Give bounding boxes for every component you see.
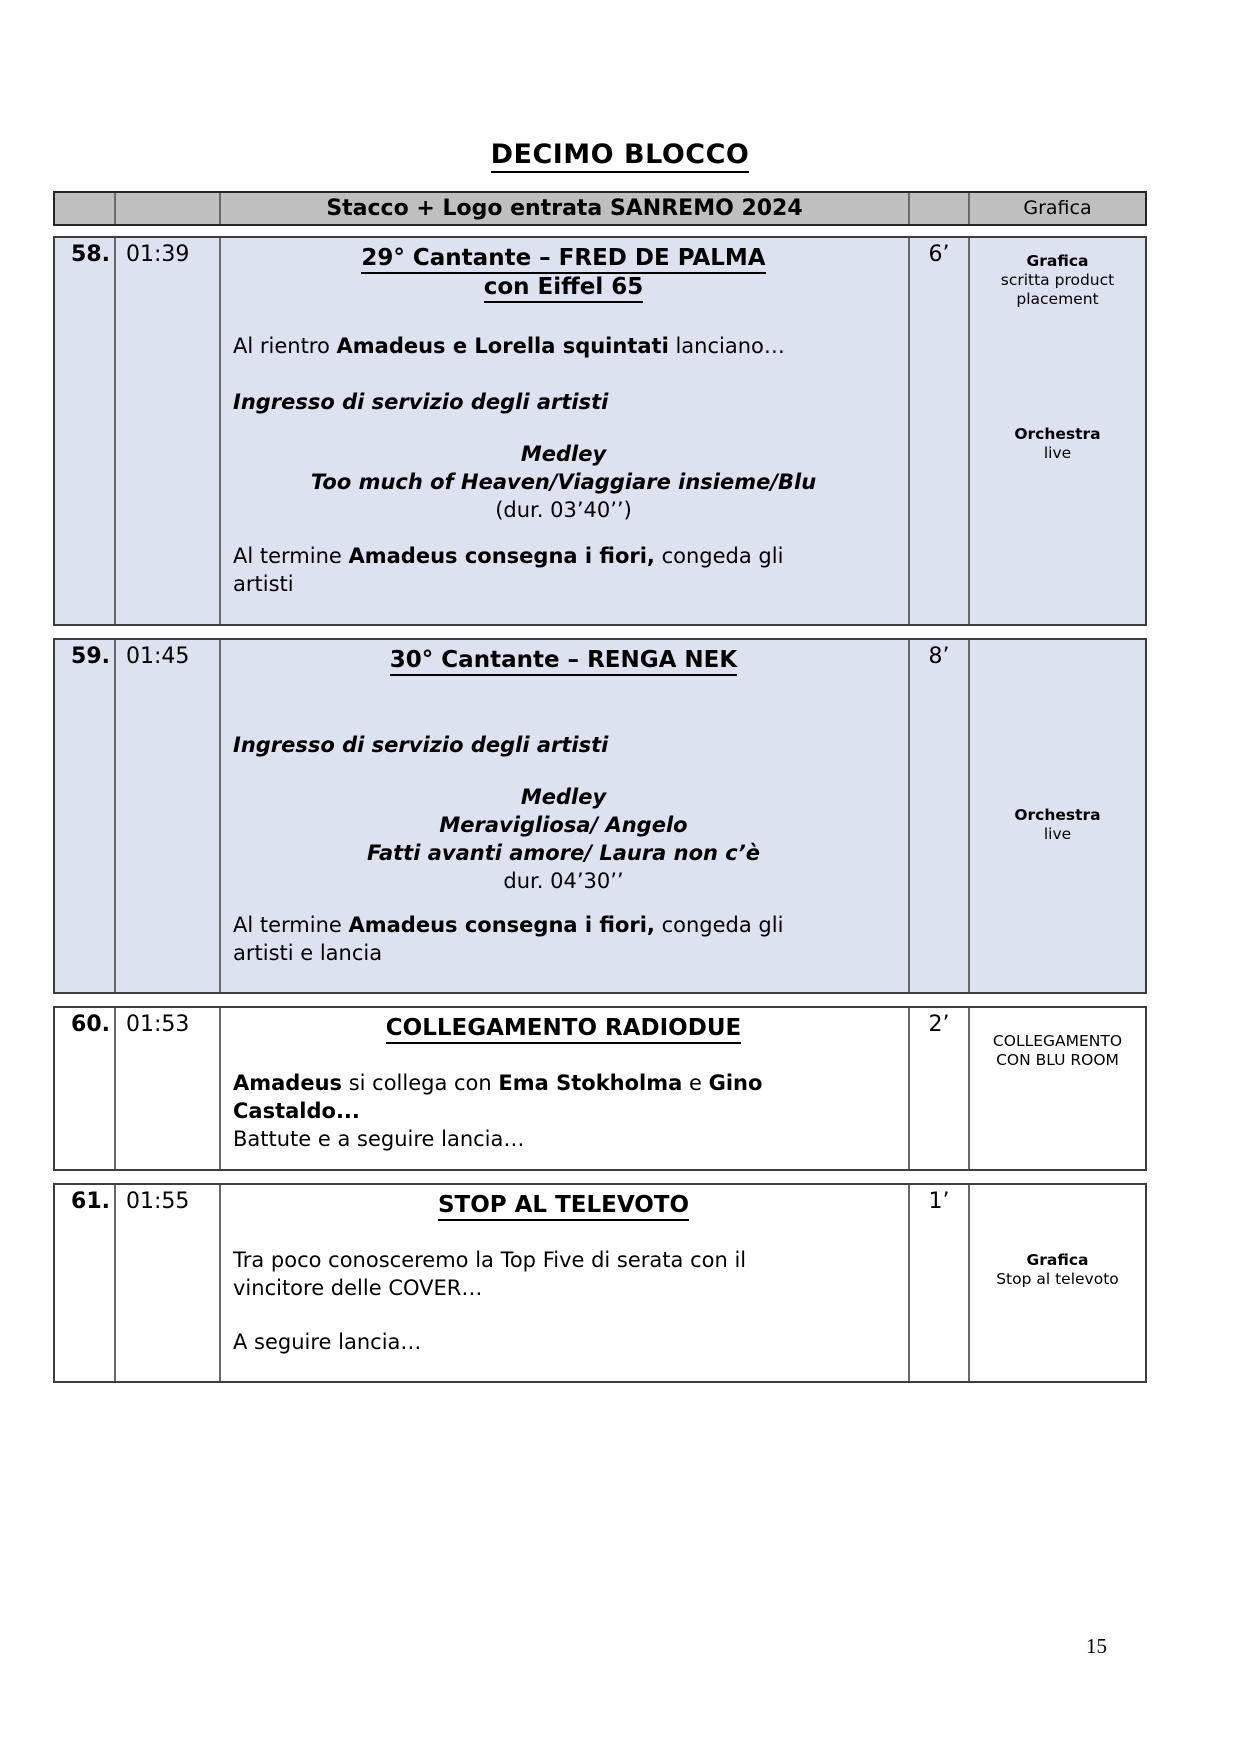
text-span: con Eiffel 65 (484, 274, 644, 303)
text-span: (dur. 03’40’’) (495, 498, 632, 522)
text-line (233, 646, 894, 675)
paragraph (233, 1014, 894, 1043)
page-number: 15 (1086, 1634, 1107, 1658)
text-line (233, 542, 894, 570)
text-span: CON BLU ROOM (996, 1051, 1119, 1069)
text-line (233, 1097, 894, 1125)
paragraph (233, 244, 894, 302)
text-span: scritta product (1000, 271, 1115, 289)
paragraph (233, 1191, 894, 1220)
text-span: Ingresso di servizio degli artisti (233, 390, 609, 414)
paragraph (233, 332, 894, 360)
time-cell: 01:39 (116, 238, 221, 624)
text-line (233, 332, 894, 360)
text-span: Amadeus consegna i fiori, (348, 544, 655, 568)
text-span: Meravigliosa/ Angelo (439, 813, 688, 837)
side-notes-cell (970, 640, 1145, 992)
text-line (976, 252, 1139, 271)
header-main-label: Stacco + Logo entrata SANREMO 2024 (221, 193, 910, 224)
row-number-cell: 60. (55, 1008, 116, 1169)
text-line (233, 839, 894, 867)
text-line (233, 468, 894, 496)
text-line (233, 939, 894, 967)
time-cell: 01:55 (116, 1185, 221, 1381)
text-line (233, 388, 894, 416)
text-line (233, 867, 894, 895)
text-span: vincitore delle COVER… (233, 1276, 483, 1300)
text-span: STOP AL TELEVOTO (438, 1192, 689, 1221)
text-span: Ingresso di servizio degli artisti (233, 733, 609, 757)
text-line (233, 783, 894, 811)
paragraph (976, 252, 1139, 309)
text-span: si collega con (342, 1071, 499, 1095)
table-row-61 (53, 1183, 1147, 1383)
text-span: Stop al televoto (996, 1270, 1119, 1288)
text-span: Battute e a seguire lancia… (233, 1127, 525, 1151)
paragraph (233, 646, 894, 675)
text-span: Amadeus consegna i fiori, (348, 913, 655, 937)
text-line (976, 1270, 1139, 1289)
text-span: Amadeus e Lorella squintati (336, 334, 669, 358)
paragraph (233, 542, 894, 598)
text-span: artisti (233, 572, 294, 596)
table-row-60 (53, 1006, 1147, 1171)
text-line (976, 1032, 1139, 1051)
text-line (233, 496, 894, 524)
text-line (976, 825, 1139, 844)
text-span: Grafica (1026, 1251, 1089, 1269)
text-span: Amadeus (233, 1071, 343, 1095)
paragraph (976, 1251, 1139, 1289)
text-line (976, 806, 1139, 825)
text-span: Ema Stokholma (498, 1071, 683, 1095)
text-span: Medley (520, 785, 607, 809)
header-cell-duration (910, 193, 970, 224)
paragraph (233, 440, 894, 524)
text-span: Orchestra (1014, 806, 1101, 824)
text-line (976, 1051, 1139, 1070)
paragraph (233, 1069, 894, 1153)
text-line (233, 1069, 894, 1097)
text-line (233, 1328, 894, 1356)
page-title-text: DECIMO BLOCCO (491, 139, 750, 173)
text-line (976, 444, 1139, 463)
row-number-cell: 58. (55, 238, 116, 624)
text-span: COLLEGAMENTO (992, 1032, 1123, 1050)
text-span: congeda gli (654, 544, 784, 568)
text-line (233, 244, 894, 273)
text-span: Orchestra (1014, 425, 1101, 443)
table-row-59 (53, 638, 1147, 994)
text-span: congeda gli (654, 913, 784, 937)
text-line (976, 271, 1139, 290)
paragraph (233, 911, 894, 967)
text-line (233, 1246, 894, 1274)
text-line (976, 290, 1139, 309)
text-line (233, 1014, 894, 1043)
text-span: Fatti avanti amore/ Laura non c’è (367, 841, 760, 865)
text-line (233, 1191, 894, 1220)
header-cell-number (55, 193, 116, 224)
text-span: Too much of Heaven/Viaggiare insieme/Blu (310, 470, 817, 494)
text-span: COLLEGAMENTO RADIODUE (386, 1015, 741, 1044)
header-grafica-label: Grafica (1023, 197, 1092, 219)
page-title (0, 0, 1240, 172)
text-span: Medley (520, 442, 607, 466)
duration-cell: 2’ (910, 1008, 970, 1169)
content-cell (221, 640, 910, 992)
table-row-58 (53, 236, 1147, 626)
text-span: A seguire lancia… (233, 1330, 422, 1354)
paragraph (976, 1032, 1139, 1070)
content-cell (221, 238, 910, 624)
time-cell: 01:45 (116, 640, 221, 992)
side-notes-cell (970, 1185, 1145, 1381)
text-span: 30° Cantante – RENGA NEK (390, 647, 737, 676)
text-span: dur. 04’30’’ (503, 869, 624, 893)
text-line (233, 731, 894, 759)
text-span: Al termine (233, 913, 349, 937)
text-span: Al rientro (233, 334, 337, 358)
duration-cell: 6’ (910, 238, 970, 624)
text-span: Grafica (1026, 252, 1089, 270)
text-line (233, 440, 894, 468)
text-span: Gino (708, 1071, 763, 1095)
paragraph (233, 1246, 894, 1302)
text-line (233, 1125, 894, 1153)
paragraph (233, 731, 894, 759)
content-cell (221, 1008, 910, 1169)
text-span: Castaldo... (233, 1099, 360, 1123)
text-span: lanciano… (668, 334, 785, 358)
header-cell-time (116, 193, 221, 224)
text-span: e (682, 1071, 709, 1095)
text-line (233, 1274, 894, 1302)
paragraph (233, 783, 894, 895)
duration-cell: 1’ (910, 1185, 970, 1381)
duration-cell: 8’ (910, 640, 970, 992)
time-cell: 01:53 (116, 1008, 221, 1169)
text-span: Tra poco conosceremo la Top Five di serata con il (233, 1248, 747, 1272)
text-span: placement (1016, 290, 1099, 308)
text-span: artisti e lancia (233, 941, 383, 965)
text-span: live (1043, 444, 1072, 462)
side-notes-cell (970, 238, 1145, 624)
text-line (233, 273, 894, 302)
paragraph (976, 425, 1139, 463)
text-line (233, 811, 894, 839)
text-span: 29° Cantante – FRED DE PALMA (361, 245, 765, 274)
rundown-table (53, 191, 1147, 1383)
table-header-row (53, 191, 1147, 226)
content-cell (221, 1185, 910, 1381)
text-line (976, 1251, 1139, 1270)
text-span: live (1043, 825, 1072, 843)
side-notes-cell (970, 1008, 1145, 1169)
text-line (976, 425, 1139, 444)
text-line (233, 570, 894, 598)
text-span: Al termine (233, 544, 349, 568)
paragraph (233, 388, 894, 416)
paragraph (976, 806, 1139, 844)
text-line (233, 911, 894, 939)
row-number-cell: 61. (55, 1185, 116, 1381)
paragraph (233, 1328, 894, 1356)
row-number-cell: 59. (55, 640, 116, 992)
